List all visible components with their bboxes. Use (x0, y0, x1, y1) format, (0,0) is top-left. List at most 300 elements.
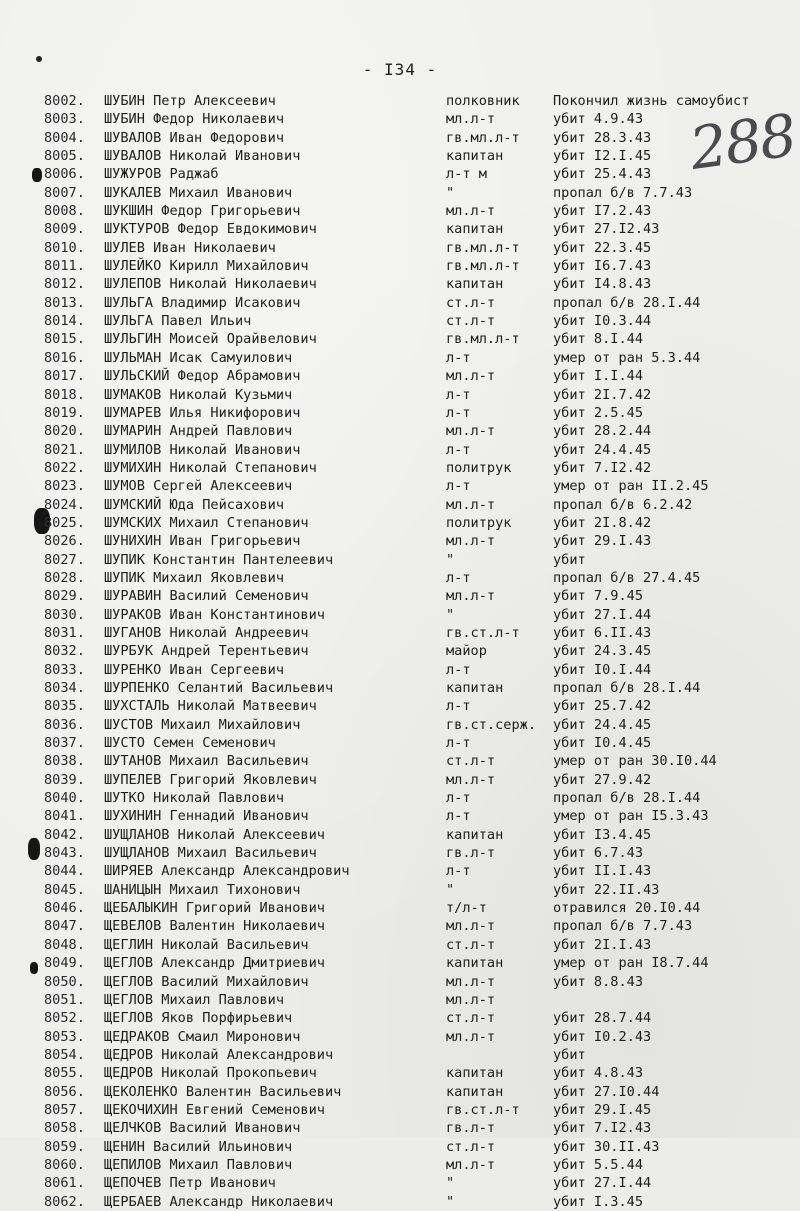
person-name: ШУБИН Федор Николаевич (104, 111, 285, 128)
row-number: 8040. (44, 790, 85, 807)
list-row (0, 92, 800, 110)
list-row (0, 661, 800, 679)
list-row (0, 312, 800, 330)
person-name: ЩЕКОЧИХИН Евгений Семенович (104, 1101, 325, 1118)
row-number: 8016. (44, 349, 85, 366)
military-rank: гв.мл.л-т (446, 129, 520, 146)
casualty-list (0, 92, 800, 1211)
fate-record: убит I.3.45 (553, 1193, 644, 1210)
person-name: ШУГАНОВ Николай Андреевич (104, 624, 309, 641)
list-row (0, 734, 800, 752)
row-number: 8006. (44, 166, 85, 183)
person-name: ШУКАЛЕВ Михаил Иванович (104, 184, 293, 201)
fate-record: убит 28.2.44 (553, 423, 652, 440)
list-row (0, 1064, 800, 1082)
military-rank: мл.л-т (446, 496, 496, 513)
military-rank: мл.л-т (446, 423, 496, 440)
fate-record: убит 27.I0.44 (553, 1083, 660, 1100)
list-row (0, 752, 800, 770)
fate-record: убит I3.4.45 (553, 826, 652, 843)
row-number: 8013. (44, 294, 85, 311)
fate-record: отравился 20.I0.44 (553, 900, 701, 917)
list-row (0, 899, 800, 917)
person-name: ЩЕГЛОВ Александр Дмитриевич (104, 955, 325, 972)
fate-record: умер от ран 30.I0.44 (553, 753, 717, 770)
person-name: ШУПИК Константин Пантелеевич (104, 551, 334, 568)
fate-record: убит (553, 551, 586, 568)
list-row (0, 679, 800, 697)
person-name: ШАНИЦЫН Михаил Тихонович (104, 881, 301, 898)
row-number: 8046. (44, 900, 85, 917)
person-name: ШУПИК Михаил Яковлевич (104, 569, 285, 586)
row-number: 8039. (44, 771, 85, 788)
fate-record: пропал б/в 7.7.43 (553, 918, 693, 935)
person-name: ЩЕЛЧКОВ Василий Иванович (104, 1120, 301, 1137)
list-row (0, 1156, 800, 1174)
row-number: 8033. (44, 661, 85, 678)
military-rank: майор (446, 643, 487, 660)
person-name: ШУХСТАЛЬ Николай Матвеевич (104, 698, 317, 715)
list-row (0, 514, 800, 532)
row-number: 8032. (44, 643, 85, 660)
fate-record: убит II.I.43 (553, 863, 652, 880)
fate-record: убит 22.II.43 (553, 881, 660, 898)
list-row (0, 404, 800, 422)
row-number: 8015. (44, 331, 85, 348)
military-rank: л-т м (446, 166, 487, 183)
list-row (0, 532, 800, 550)
list-row (0, 110, 800, 128)
fate-record: умер от ран II.2.45 (553, 478, 709, 495)
fate-record: убит 2I.8.42 (553, 514, 652, 531)
person-name: ШИРЯЕВ Александр Александрович (104, 863, 350, 880)
person-name: ЩЕГЛОВ Яков Порфирьевич (104, 1010, 293, 1027)
row-number: 8034. (44, 680, 85, 696)
person-name: ШУЛЕВ Иван Николаевич (104, 239, 276, 256)
military-rank: л-т (446, 349, 471, 366)
fate-record: убит 7.I2.42 (553, 459, 652, 476)
row-number: 8021. (44, 441, 85, 458)
military-rank: л-т (446, 735, 471, 752)
list-row (0, 129, 800, 147)
military-rank: ст.л-т (446, 1010, 496, 1027)
military-rank: мл.л-т (446, 203, 496, 220)
military-rank: капитан (446, 1065, 504, 1082)
person-name: ШУХИНИН Геннадий Иванович (104, 808, 309, 825)
fate-record: убит (553, 1046, 586, 1063)
row-number: 8027. (44, 551, 85, 568)
fate-record: убит 27.I.44 (553, 1175, 652, 1192)
row-number: 8026. (44, 533, 85, 550)
military-rank: л-т (446, 404, 471, 421)
list-row (0, 881, 800, 899)
row-number: 8037. (44, 735, 85, 752)
fate-record: убит I0.3.44 (553, 313, 652, 330)
fate-record: убит I7.2.43 (553, 203, 652, 220)
row-number: 8019. (44, 404, 85, 421)
row-number: 8038. (44, 753, 85, 770)
fate-record: убит 24.4.45 (553, 441, 652, 458)
row-number: 8004. (44, 129, 85, 146)
fate-record: пропал б/в 28.I.44 (553, 294, 701, 311)
row-number: 8036. (44, 716, 85, 733)
list-row (0, 826, 800, 844)
row-number: 8009. (44, 221, 85, 238)
list-row (0, 789, 800, 807)
person-name: ЩЕГЛИН Николай Васильевич (104, 936, 309, 953)
fate-record: убит 27.I2.43 (553, 221, 660, 238)
list-row (0, 165, 800, 183)
list-row (0, 275, 800, 293)
row-number: 8022. (44, 459, 85, 476)
military-rank: капитан (446, 680, 504, 696)
fate-record: убит 25.4.43 (553, 166, 652, 183)
person-name: ШУЛЕПОВ Николай Николаевич (104, 276, 317, 293)
military-rank: ст.л-т (446, 294, 496, 311)
list-row (0, 642, 800, 660)
person-name: ШУЛЬГА Владимир Исакович (104, 294, 301, 311)
military-rank: " (446, 1193, 455, 1210)
list-row (0, 844, 800, 862)
fate-record: убит I0.4.45 (553, 735, 652, 752)
list-row (0, 1101, 800, 1119)
military-rank: мл.л-т (446, 111, 496, 128)
list-row (0, 973, 800, 991)
list-row (0, 606, 800, 624)
person-name: ШУРПЕНКО Селантий Васильевич (104, 680, 334, 696)
military-rank: л-т (446, 441, 471, 458)
row-number: 8043. (44, 845, 85, 862)
person-name: ШУМАРИН Андрей Павлович (104, 423, 293, 440)
person-name: ШУМОВ Сергей Алексеевич (104, 478, 293, 495)
row-number: 8062. (44, 1193, 85, 1210)
row-number: 8045. (44, 881, 85, 898)
row-number: 8023. (44, 478, 85, 495)
military-rank: л-т (446, 790, 471, 807)
list-row (0, 1174, 800, 1192)
military-rank: л-т (446, 386, 471, 403)
person-name: ШУВАЛОВ Иван Федорович (104, 129, 285, 146)
person-name: ШУМСКИЙ Юда Пейсахович (104, 496, 285, 513)
person-name: ШУТАНОВ Михаил Васильевич (104, 753, 309, 770)
person-name: ШУЛЬМАН Исак Самуилович (104, 349, 293, 366)
row-number: 8029. (44, 588, 85, 605)
person-name: ШУСТОВ Михаил Михайлович (104, 716, 301, 733)
military-rank: ст.л-т (446, 1138, 496, 1155)
list-row (0, 496, 800, 514)
list-row (0, 1083, 800, 1101)
fate-record: пропал б/в 7.7.43 (553, 184, 693, 201)
person-name: ШУЛЕЙКО Кирилл Михайлович (104, 258, 309, 275)
list-row (0, 551, 800, 569)
military-rank: ст.л-т (446, 936, 496, 953)
person-name: ШУМИХИН Николай Степанович (104, 459, 317, 476)
person-name: ЩЕПИЛОВ Михаил Павлович (104, 1156, 293, 1173)
list-row (0, 1119, 800, 1137)
military-rank: гв.мл.л-т (446, 331, 520, 348)
list-row (0, 349, 800, 367)
military-rank: мл.л-т (446, 533, 496, 550)
person-name: ШУСТО Семен Семенович (104, 735, 276, 752)
military-rank: л-т (446, 698, 471, 715)
military-rank: капитан (446, 148, 504, 165)
military-rank: мл.л-т (446, 1028, 496, 1045)
military-rank: капитан (446, 955, 504, 972)
list-row (0, 294, 800, 312)
person-name: ШУМАКОВ Николай Кузьмич (104, 386, 293, 403)
list-row (0, 367, 800, 385)
list-row (0, 917, 800, 935)
fate-record: убит 27.I.44 (553, 606, 652, 623)
row-number: 8049. (44, 955, 85, 972)
fate-record: убит 28.7.44 (553, 1010, 652, 1027)
fate-record: убит 8.I.44 (553, 331, 644, 348)
row-number: 8005. (44, 148, 85, 165)
fate-record: убит 29.I.43 (553, 533, 652, 550)
row-number: 8041. (44, 808, 85, 825)
row-number: 8056. (44, 1083, 85, 1100)
list-row (0, 1046, 800, 1064)
fate-record: убит 27.9.42 (553, 771, 652, 788)
list-row (0, 202, 800, 220)
fate-record: умер от ран I5.3.43 (553, 808, 709, 825)
list-row (0, 1193, 800, 1211)
person-name: ШУЛЬСКИЙ Федор Абрамович (104, 368, 301, 385)
list-row (0, 807, 800, 825)
military-rank: л-т (446, 808, 471, 825)
person-name: ЩЕПОЧЕВ Петр Иванович (104, 1175, 276, 1192)
person-name: ШУРЕНКО Иван Сергеевич (104, 661, 285, 678)
person-name: ШУРАКОВ Иван Константинович (104, 606, 325, 623)
row-number: 8053. (44, 1028, 85, 1045)
person-name: ЩЕРБАЕВ Александр Николаевич (104, 1193, 334, 1210)
row-number: 8031. (44, 624, 85, 641)
fate-record: убит 7.9.45 (553, 588, 644, 605)
row-number: 8057. (44, 1101, 85, 1118)
military-rank: л-т (446, 661, 471, 678)
fate-record: убит 6.II.43 (553, 624, 652, 641)
fate-record: убит I0.I.44 (553, 661, 652, 678)
military-rank: капитан (446, 1083, 504, 1100)
fate-record: убит 8.8.43 (553, 973, 644, 990)
list-row (0, 624, 800, 642)
list-row (0, 862, 800, 880)
person-name: ЩЕГЛОВ Василий Михайлович (104, 973, 309, 990)
person-name: ЩЕДРАКОВ Смаил Миронович (104, 1028, 301, 1045)
row-number: 8055. (44, 1065, 85, 1082)
person-name: ШУНИХИН Иван Григорьевич (104, 533, 301, 550)
fate-record: убит I6.7.43 (553, 258, 652, 275)
fate-record: убит I2.I.45 (553, 148, 652, 165)
person-name: ШУМИЛОВ Николай Иванович (104, 441, 301, 458)
person-name: ЩЕДРОВ Николай Александрович (104, 1046, 334, 1063)
list-row (0, 330, 800, 348)
fate-record: убит 29.I.45 (553, 1101, 652, 1118)
military-rank: полковник (446, 93, 520, 109)
row-number: 8018. (44, 386, 85, 403)
person-name: ЩЕГЛОВ Михаил Павлович (104, 991, 285, 1008)
military-rank: " (446, 184, 455, 201)
fate-record: убит 4.8.43 (553, 1065, 644, 1082)
military-rank: мл.л-т (446, 588, 496, 605)
row-number: 8058. (44, 1120, 85, 1137)
row-number: 8011. (44, 258, 85, 275)
list-row (0, 184, 800, 202)
fate-record: убит I4.8.43 (553, 276, 652, 293)
row-number: 8035. (44, 698, 85, 715)
list-row (0, 459, 800, 477)
list-row (0, 587, 800, 605)
person-name: ЩЕВЕЛОВ Валентин Николаевич (104, 918, 325, 935)
person-name: ШУЖУРОВ Раджаб (104, 166, 219, 183)
row-number: 8050. (44, 973, 85, 990)
row-number: 8061. (44, 1175, 85, 1192)
military-rank: гв.мл.л-т (446, 258, 520, 275)
fate-record: умер от ран I8.7.44 (553, 955, 709, 972)
handwritten-note: 288 (685, 101, 799, 183)
fate-record: убит 6.7.43 (553, 845, 644, 862)
row-number: 8030. (44, 606, 85, 623)
row-number: 8008. (44, 203, 85, 220)
row-number: 8017. (44, 368, 85, 385)
military-rank: т/л-т (446, 900, 487, 917)
list-row (0, 1028, 800, 1046)
person-name: ШУЛЬГА Павел Ильич (104, 313, 252, 330)
fate-record: убит 5.5.44 (553, 1156, 644, 1173)
military-rank: мл.л-т (446, 368, 496, 385)
person-name: ШУМАРЕВ Илья Никифорович (104, 404, 301, 421)
list-row (0, 422, 800, 440)
row-number: 8003. (44, 111, 85, 128)
military-rank: политрук (446, 514, 512, 531)
military-rank: мл.л-т (446, 991, 496, 1008)
fate-record: убит 30.II.43 (553, 1138, 660, 1155)
person-name: ЩЕНИН Василий Ильинович (104, 1138, 293, 1155)
row-number: 8024. (44, 496, 85, 513)
military-rank: капитан (446, 826, 504, 843)
list-row (0, 386, 800, 404)
list-row (0, 954, 800, 972)
person-name: ШУВАЛОВ Николай Иванович (104, 148, 301, 165)
fate-record: убит 2I.7.42 (553, 386, 652, 403)
fate-record: убит 22.3.45 (553, 239, 652, 256)
military-rank: ст.л-т (446, 753, 496, 770)
row-number: 8002. (44, 93, 85, 109)
military-rank: капитан (446, 276, 504, 293)
list-row (0, 569, 800, 587)
list-row (0, 1009, 800, 1027)
military-rank: " (446, 551, 455, 568)
person-name: ЩЕБАЛЫКИН Григорий Иванович (104, 900, 325, 917)
list-row (0, 147, 800, 165)
fate-record: убит 2.5.45 (553, 404, 644, 421)
fate-record: убит 24.4.45 (553, 716, 652, 733)
list-row (0, 257, 800, 275)
list-row (0, 477, 800, 495)
fate-record: пропал б/в 28.I.44 (553, 790, 701, 807)
fate-record: умер от ран 5.3.44 (553, 349, 701, 366)
military-rank: л-т (446, 478, 471, 495)
fate-record: убит I0.2.43 (553, 1028, 652, 1045)
person-name: ШУКТУРОВ Федор Евдокимович (104, 221, 317, 238)
list-row (0, 239, 800, 257)
list-row (0, 771, 800, 789)
fate-record: убит 24.3.45 (553, 643, 652, 660)
military-rank: гв.ст.л-т (446, 624, 520, 641)
list-row (0, 1138, 800, 1156)
military-rank: мл.л-т (446, 918, 496, 935)
military-rank: " (446, 606, 455, 623)
row-number: 8047. (44, 918, 85, 935)
person-name: ШУМСКИХ Михаил Степанович (104, 514, 309, 531)
fate-record: пропал б/в 27.4.45 (553, 569, 701, 586)
person-name: ШУБИН Петр Алексеевич (104, 93, 276, 109)
row-number: 8048. (44, 936, 85, 953)
row-number: 8012. (44, 276, 85, 293)
list-row (0, 697, 800, 715)
military-rank: мл.л-т (446, 1156, 496, 1173)
fate-record: убит 25.7.42 (553, 698, 652, 715)
row-number: 8052. (44, 1010, 85, 1027)
row-number: 8014. (44, 313, 85, 330)
page-number: - I34 - (362, 60, 438, 79)
row-number: 8051. (44, 991, 85, 1008)
person-name: ШУЩЛАНОВ Николай Алексеевич (104, 826, 325, 843)
military-rank: ст.л-т (446, 313, 496, 330)
person-name: ШУТКО Николай Павлович (104, 790, 285, 807)
fate-record: убит 7.I2.43 (553, 1120, 652, 1137)
list-row (0, 991, 800, 1009)
row-number: 8020. (44, 423, 85, 440)
row-number: 8059. (44, 1138, 85, 1155)
person-name: ШУПЕЛЕВ Григорий Яковлевич (104, 771, 317, 788)
row-number: 8054. (44, 1046, 85, 1063)
row-number: 8042. (44, 826, 85, 843)
row-number: 8025. (44, 514, 85, 531)
military-rank: гв.ст.л-т (446, 1101, 520, 1118)
person-name: ШУЩЛАНОВ Михаил Васильевич (104, 845, 317, 862)
row-number: 8028. (44, 569, 85, 586)
fate-record: Покончил жизнь самоубист (553, 93, 750, 109)
person-name: ШУРАВИН Василий Семенович (104, 588, 309, 605)
military-rank: " (446, 1175, 455, 1192)
list-row (0, 220, 800, 238)
row-number: 8060. (44, 1156, 85, 1173)
row-number: 8007. (44, 184, 85, 201)
military-rank: гв.ст.серж. (446, 716, 537, 733)
military-rank: капитан (446, 221, 504, 238)
military-rank: л-т (446, 569, 471, 586)
military-rank: мл.л-т (446, 771, 496, 788)
military-rank: политрук (446, 459, 512, 476)
list-row (0, 716, 800, 734)
fate-record: пропал б/в 28.I.44 (553, 680, 701, 696)
military-rank: гв.л-т (446, 845, 496, 862)
person-name: ЩЕКОЛЕНКО Валентин Васильевич (104, 1083, 342, 1100)
military-rank: л-т (446, 863, 471, 880)
military-rank: мл.л-т (446, 973, 496, 990)
fate-record: убит 28.3.43 (553, 129, 652, 146)
fate-record: убит I.I.44 (553, 368, 644, 385)
row-number: 8044. (44, 863, 85, 880)
fate-record: убит 4.9.43 (553, 111, 644, 128)
military-rank: " (446, 881, 455, 898)
military-rank: гв.л-т (446, 1120, 496, 1137)
person-name: ЩЕДРОВ Николай Прокопьевич (104, 1065, 317, 1082)
list-row (0, 441, 800, 459)
fate-record: пропал б/в 6.2.42 (553, 496, 693, 513)
person-name: ШУЛЬГИН Моисей Орайвелович (104, 331, 317, 348)
